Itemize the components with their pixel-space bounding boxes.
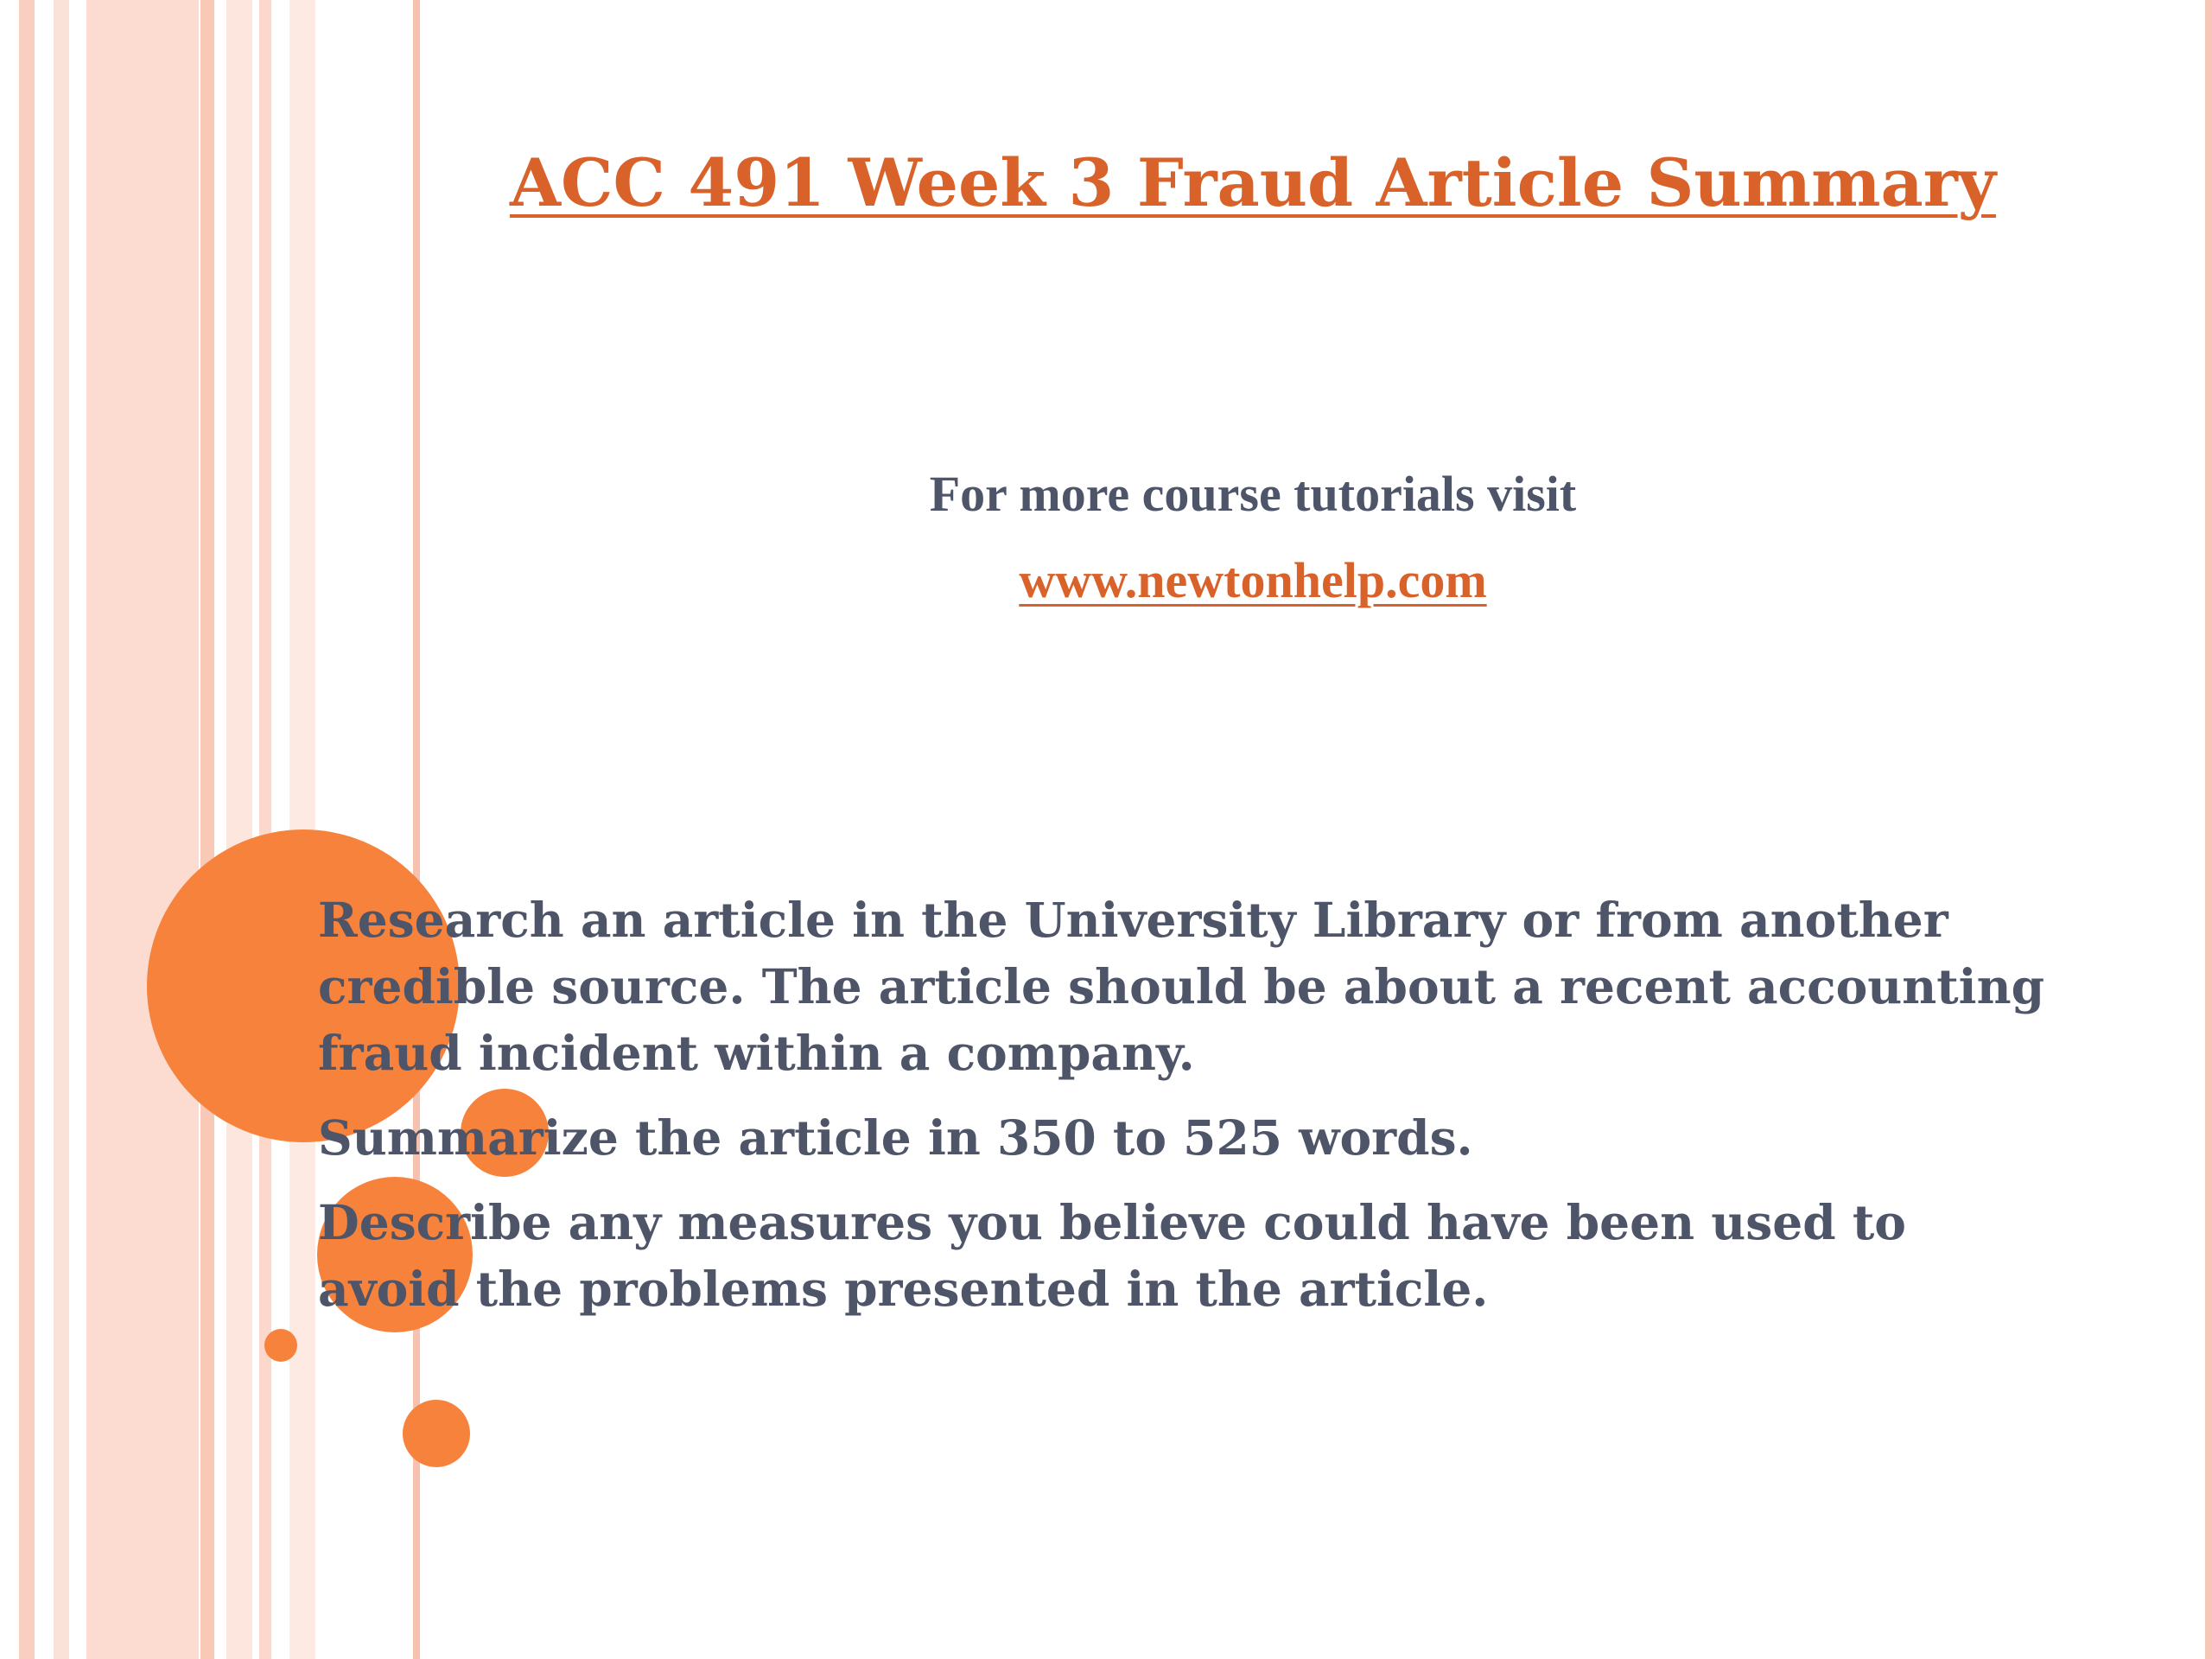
stripe [54,0,69,1659]
decorative-stripes [0,0,432,1659]
paragraph-line: Summarize the article in 350 to 525 words. [318,1109,1473,1166]
paragraph-research [318,887,2193,1086]
paragraph-line: avoid the problems presented in the article. [318,1261,1489,1317]
visit-text: For more course tutorials visit [929,466,1577,522]
website-link[interactable]: www.newtonhelp.com [1019,552,1487,608]
stripe [86,0,199,1659]
paragraph-describe [318,1189,2193,1322]
stripe [226,0,252,1659]
stripe [19,0,35,1659]
paragraph-summarize [318,1104,2193,1171]
stripe [259,0,271,1659]
paragraph-line: Research an article in the University Library or from another [318,892,1948,948]
paragraph-line: Describe any measures you believe could have been used to [318,1194,1906,1250]
paragraph-line: fraud incident within a company. [318,1025,1195,1081]
orange-circle [403,1400,470,1467]
paragraph-line: credible source. The article should be about a recent accounting [318,958,2045,1014]
stripe [200,0,214,1659]
small-orange-circle [264,1329,297,1362]
right-edge-stripe [2205,0,2212,1659]
website-link-line [449,551,2056,609]
body-text [318,887,2193,1322]
slide-title: ACC 491 Week 3 Fraud Article Summary [510,144,1996,221]
